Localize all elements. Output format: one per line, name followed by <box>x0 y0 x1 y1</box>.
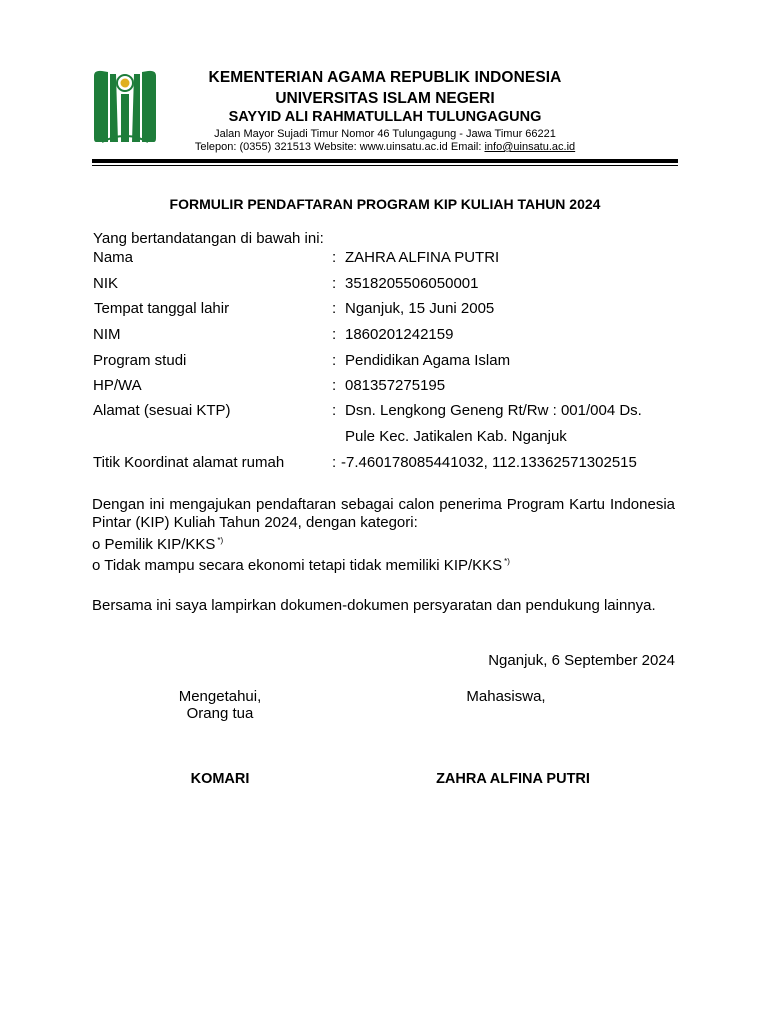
email-link[interactable]: info@uinsatu.ac.id <box>484 141 576 153</box>
field-label-prodi: Program studi <box>93 352 187 369</box>
field-value-nik: 3518205506050001 <box>345 275 479 292</box>
field-colon: : <box>332 377 337 394</box>
field-colon: : <box>332 326 337 343</box>
field-label-nim: NIM <box>93 326 121 343</box>
option-economically-unable <box>92 557 510 574</box>
university-logo <box>92 68 158 144</box>
field-colon: : <box>332 352 337 369</box>
field-value-nim: 1860201242159 <box>345 326 454 343</box>
footnote-mark: *) <box>217 536 224 545</box>
university-type: UNIVERSITAS ISLAM NEGERI <box>275 90 495 107</box>
field-colon: : <box>332 454 337 471</box>
field-label-ttl: Tempat tanggal lahir <box>94 300 230 317</box>
field-value-alamat: Dsn. Lengkong Geneng Rt/Rw : 001/004 Ds. <box>345 402 642 419</box>
option-text: o Tidak mampu secara ekonomi tetapi tidak memiliki KIP/KKS <box>92 557 503 574</box>
signature-left-heading: Mengetahui, <box>178 688 262 705</box>
field-label-nik: NIK <box>93 275 119 292</box>
signature-left-name: KOMARI <box>190 771 250 787</box>
field-value-ttl: Nganjuk, 15 Juni 2005 <box>345 300 495 317</box>
field-value-alamat-line2: Pule Kec. Jatikalen Kab. Nganjuk <box>345 428 567 445</box>
form-title: FORMULIR PENDAFTARAN PROGRAM KIP KULIAH TAHUN 2024 <box>169 196 601 212</box>
footnote-mark: *) <box>504 557 510 566</box>
place-date: Nganjuk, 6 September 2024 <box>488 652 675 669</box>
university-name: SAYYID ALI RAHMATULLAH TULUNGAGUNG <box>228 109 542 125</box>
field-value-prodi: Pendidikan Agama Islam <box>345 352 511 369</box>
ministry-name: KEMENTERIAN AGAMA REPUBLIK INDONESIA <box>208 69 562 86</box>
contact-text: Telepon: (0355) 321513 Website: www.uinsatu.ac.id Email: <box>194 141 485 153</box>
field-label-koordinat: Titik Koordinat alamat rumah <box>93 454 285 471</box>
option-text: o Pemilik KIP/KKS <box>92 536 216 553</box>
university-contact <box>160 141 610 153</box>
uin-satu-logo-icon <box>92 68 158 144</box>
field-value-koordinat: -7.460178085441032, 112.13362571302515 <box>341 454 637 471</box>
letterhead-divider-thin <box>92 165 678 166</box>
attachment-note: Bersama ini saya lampirkan dokumen-dokumen persyaratan dan pendukung lainnya. <box>92 597 656 614</box>
field-label-alamat: Alamat (sesuai KTP) <box>93 402 231 419</box>
field-colon: : <box>332 275 337 292</box>
university-address: Jalan Mayor Sujadi Timur Nomor 46 Tulungagung - Jawa Timur 66221 <box>214 128 556 140</box>
field-value-hp: 081357275195 <box>345 377 446 394</box>
field-value-nama: ZAHRA ALFINA PUTRI <box>345 249 500 266</box>
field-label-hp: HP/WA <box>93 377 142 394</box>
signature-left-role: Orang tua <box>186 705 254 722</box>
intro-text: Yang bertandatangan di bawah ini: <box>93 230 324 247</box>
signature-right-heading: Mahasiswa, <box>466 688 546 705</box>
letterhead-divider-thick <box>92 159 678 163</box>
option-kip-holder <box>92 536 223 553</box>
field-colon: : <box>332 300 337 317</box>
field-colon: : <box>332 402 337 419</box>
signature-right-name: ZAHRA ALFINA PUTRI <box>436 771 590 787</box>
statement-paragraph: Dengan ini mengajukan pendaftaran sebagai calon penerima Program Kartu Indonesia Pintar (KIP) Kuliah Tahun 2024, dengan kategori: <box>92 496 675 531</box>
field-label-nama: Nama <box>93 249 134 266</box>
field-colon: : <box>332 249 337 266</box>
